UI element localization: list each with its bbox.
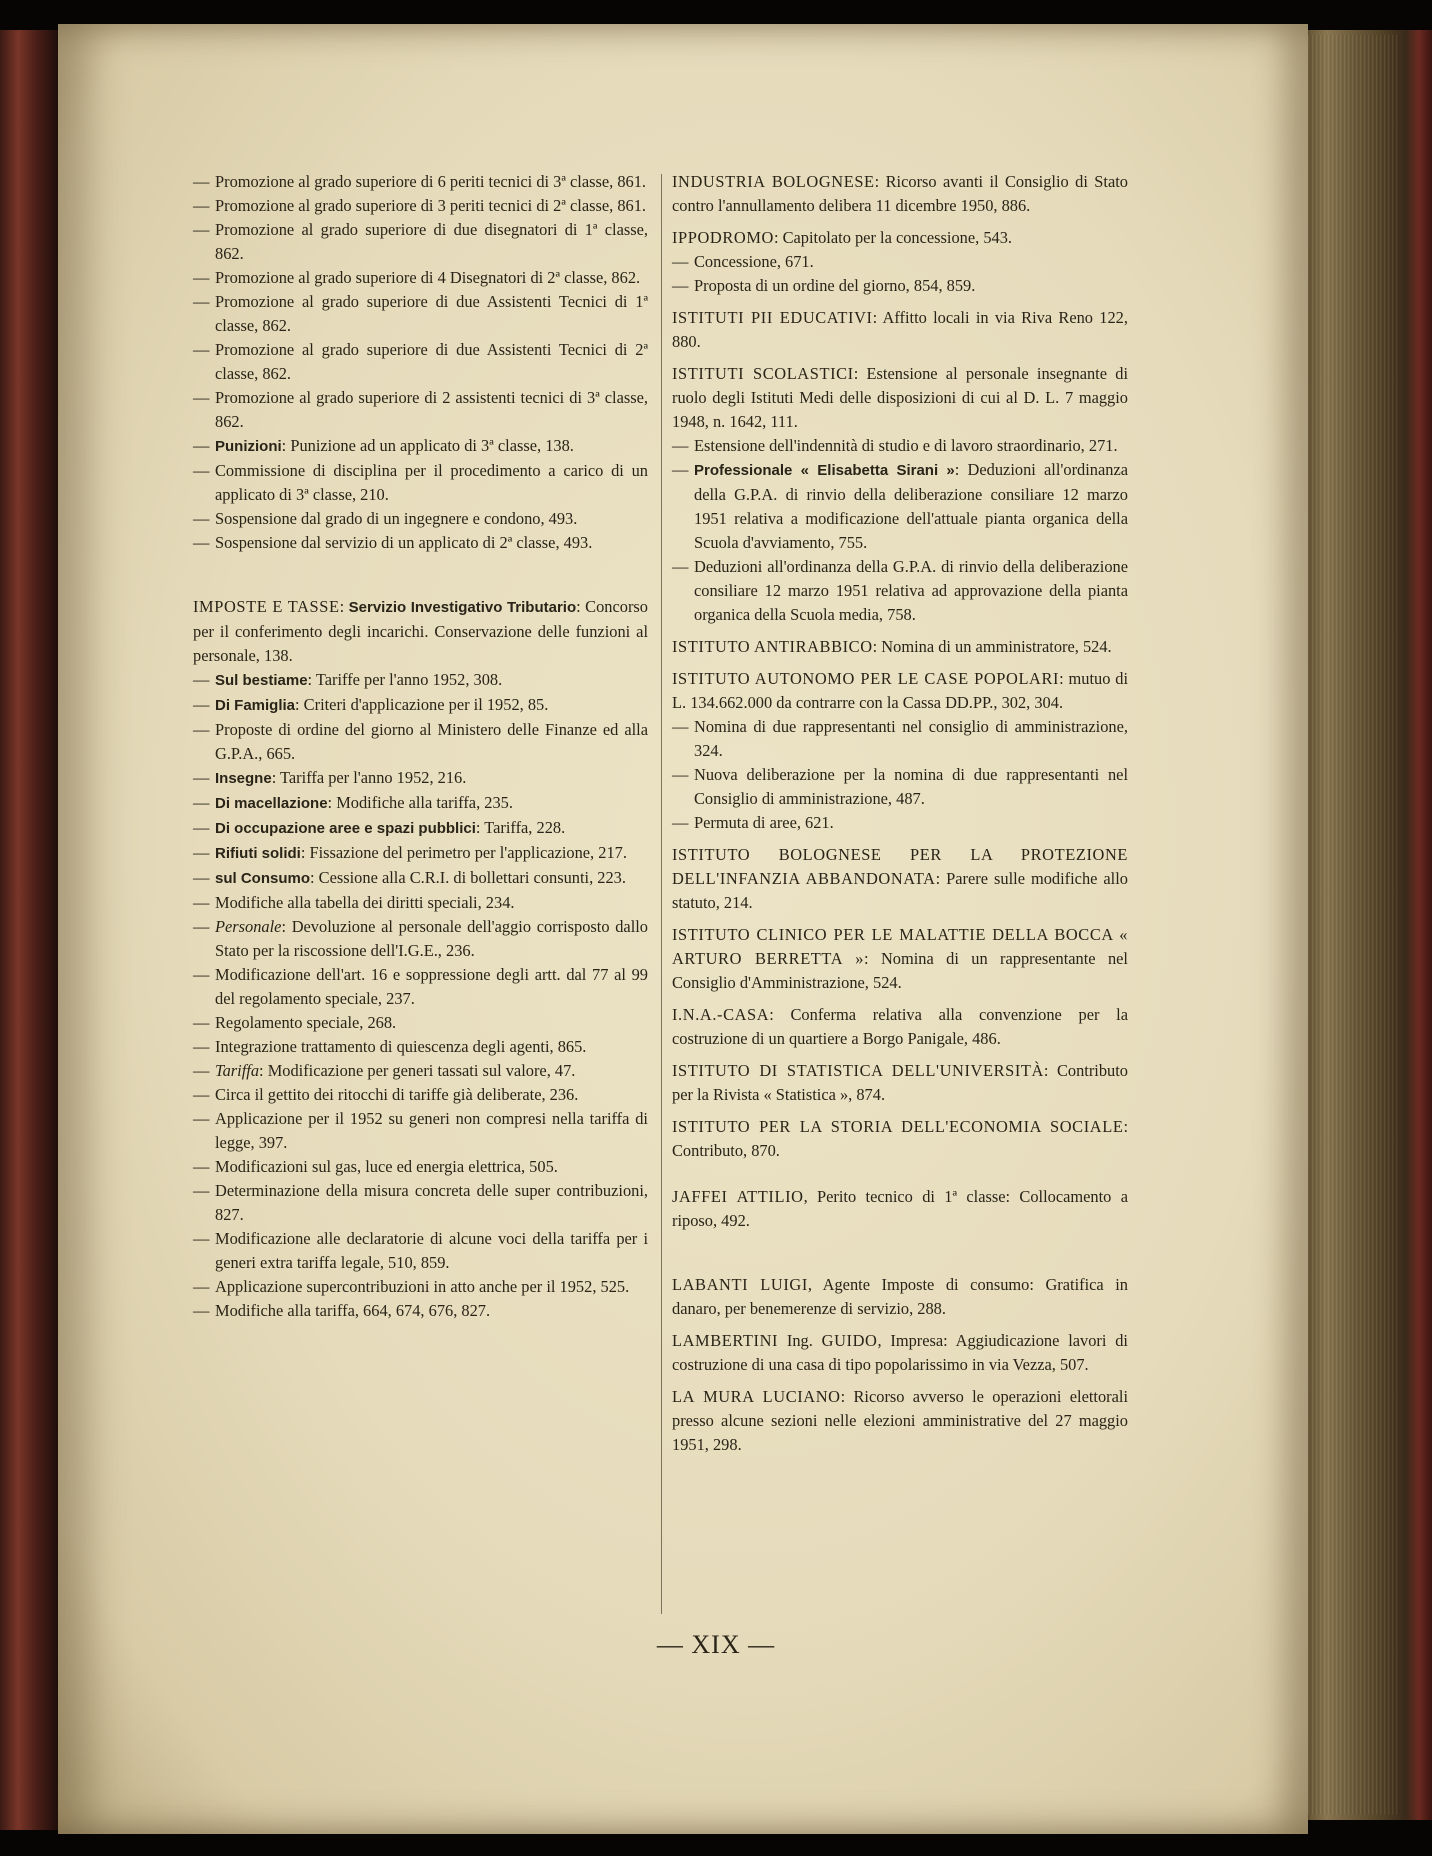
index-heading-entry [672,1059,1128,1107]
entry-text: GUIDO [821,1331,878,1350]
index-sub-entry [193,1059,648,1083]
index-heading-entry [672,635,1128,659]
entry-text: Nuova deliberazione per la nomina di due rappresentanti nel Consiglio di amministrazione, 487. [694,765,1128,808]
entry-text: : Tariffa, 228. [475,818,566,837]
entry-text: : Criteri d'applicazione per il 1952, 85. [295,695,549,714]
index-heading-entry [672,667,1128,715]
entry-text: Promozione al grado superiore di 4 Disegnatori di 2ª classe, 862. [215,268,641,287]
entry-text: Concessione, 671. [694,252,814,271]
index-sub-entry [193,1155,648,1179]
entry-text: Determinazione della misura concreta delle super contribuzioni, 827. [215,1181,648,1224]
entry-text: LA MURA LUCIANO [672,1387,841,1406]
entry-text: Integrazione trattamento di quiescenza degli agenti, 865. [215,1037,587,1056]
entry-text: INDUSTRIA BOLOGNESE [672,172,875,191]
entry-text: Insegne [215,770,272,787]
entry-text: Applicazione per il 1952 su generi non compresi nella tariffa di legge, 397. [215,1109,648,1152]
entry-text: Promozione al grado superiore di 6 periti tecnici di 3ª classe, 861. [215,172,647,191]
entry-text: Modificazione alle declaratorie di alcune voci della tariffa per i generi extra tariffa legale, 510, 859. [215,1229,648,1272]
entry-text: Di macellazione [215,795,328,812]
entry-text: Proposta di un ordine del giorno, 854, 859. [694,276,976,295]
entry-text: : Ricorso avverso le operazioni elettorali presso alcune sezioni nelle elezioni amministrative del 27 maggio 1951, 298. [672,1387,1128,1454]
entry-text: Tariffa [215,1061,260,1080]
index-sub-entry [672,763,1128,811]
index-sub-entry [672,715,1128,763]
entry-text: : Conferma relativa alla convenzione per la costruzione di un quartiere a Borgo Panigale, 486. [672,1005,1128,1048]
index-heading-entry [672,843,1128,915]
entry-text: ISTITUTI SCOLASTICI [672,364,854,383]
entry-text: IMPOSTE E TASSE [193,597,340,616]
entry-text: : Punizione ad un applicato di 3ª classe, 138. [281,436,574,455]
entry-text: , Impresa: Aggiudicazione lavori di costruzione di una casa di tipo popolarissimo in via Vezza, 507. [672,1331,1128,1374]
entry-text: Promozione al grado superiore di due disegnatori di 1ª classe, 862. [215,220,648,263]
entry-text: Modificazioni sul gas, luce ed energia elettrica, 505. [215,1157,558,1176]
index-sub-entry [672,274,1128,298]
entry-text: : Contributo, 870. [672,1117,1128,1160]
index-heading-entry [672,226,1128,250]
entry-text: IPPODROMO [672,228,774,247]
entry-text: Rifiuti solidi [215,845,301,862]
entry-text: Punizioni [215,438,282,455]
entry-text: I.N.A.-CASA [672,1005,770,1024]
entry-text: Promozione al grado superiore di due Assistenti Tecnici di 2ª classe, 862. [215,340,648,383]
index-sub-entry [193,816,648,841]
entry-text: Permuta di aree, 621. [694,813,834,832]
entry-text: Modificazione dell'art. 16 e soppressione degli artt. dal 77 al 99 del regolamento speciale, 237. [215,965,648,1008]
entry-text: Modifiche alla tariffa, 664, 674, 676, 827. [215,1301,491,1320]
index-sub-entry [193,1299,648,1323]
entry-text: : Tariffa per l'anno 1952, 216. [271,768,467,787]
index-sub-entry [193,791,648,816]
index-heading-entry [672,1329,1128,1377]
entry-text: Estensione dell'indennità di studio e di lavoro straordinario, 271. [694,436,1118,455]
entry-text: LABANTI LUIGI [672,1275,808,1294]
entry-text: : Modifiche alla tariffa, 235. [327,793,513,812]
book-spine-left [0,30,60,1830]
entry-text: Promozione al grado superiore di 2 assistenti tecnici di 3ª classe, 862. [215,388,648,431]
entry-text: : Contributo per la Rivista « Statistica », 874. [672,1061,1128,1104]
entry-text: , Perito tecnico di 1ª classe: Collocamento a riposo, 492. [672,1187,1128,1230]
entry-text: Modifiche alla tabella dei diritti speciali, 234. [215,893,515,912]
entry-text: ISTITUTO PER LA STORIA DELL'ECONOMIA SOCIALE [672,1117,1124,1136]
entry-text: , Agente Imposte di consumo: Gratifica in danaro, per benemerenze di servizio, 288. [672,1275,1128,1318]
entry-text: : Affitto locali in via Riva Reno 122, 880. [672,308,1128,351]
entry-text: Promozione al grado superiore di due Assistenti Tecnici di 1ª classe, 862. [215,292,648,335]
entry-text: Di occupazione aree e spazi pubblici [215,820,476,837]
index-sub-entry [193,693,648,718]
index-sub-entry [193,290,648,338]
index-sub-entry [193,718,648,766]
entry-text: sul Consumo [215,870,311,887]
index-heading-entry [672,1115,1128,1163]
entry-text: Professionale « Elisabetta Sirani » [694,462,955,479]
entry-text: : [339,597,349,616]
index-heading-entry [672,923,1128,995]
entry-text: Deduzioni all'ordinanza della G.P.A. di rinvio della deliberazione consiliare 12 marzo 1951 relativa ad approvazione della pianta organica della Scuola media, 758. [694,557,1128,624]
entry-text: ISTITUTO ANTIRABBICO [672,637,873,656]
index-sub-entry [193,963,648,1011]
index-sub-entry [193,459,648,507]
entry-text: : Devoluzione al personale dell'aggio corrisposto dallo Stato per la riscossione dell'I.G.E., 236. [215,917,648,960]
index-sub-entry [193,766,648,791]
entry-text: Commissione di disciplina per il procedimento a carico di un applicato di 3ª classe, 210. [215,461,648,504]
page-number: — XIX — [656,1630,776,1659]
index-sub-entry [193,668,648,693]
index-sub-entry [193,531,648,555]
index-sub-entry [193,1275,648,1299]
entry-text: : Deduzioni all'ordinanza della G.P.A. di rinvio della deliberazione consiliare 12 marzo 1951 relativa a modificazione dell'attuale pianta organica della Scuola d'avviamento, 755. [694,460,1128,552]
index-sub-entry [672,555,1128,627]
entry-text: ISTITUTI PII EDUCATIVI [672,308,873,327]
entry-text: Nomina di due rappresentanti nel consiglio di amministrazione, 324. [694,717,1128,760]
entry-text: ISTITUTO DI STATISTICA DELL'UNIVERSITÀ [672,1061,1044,1080]
entry-text: : Estensione al personale insegnante di ruolo degli Istituti Medi delle disposizioni di cui al D. L. 7 maggio 1948, n. 1642, 111. [672,364,1129,431]
entry-text: ISTITUTO BOLOGNESE PER LA PROTEZIONE DELL'INFANZIA ABBANDONATA [672,845,1128,888]
index-sub-entry [193,338,648,386]
entry-text: ISTITUTO CLINICO PER LE MALATTIE DELLA BOCCA « ARTURO BERRETTA » [672,925,1128,968]
index-column-left [193,170,648,1323]
entry-text: : Tariffe per l'anno 1952, 308. [307,670,503,689]
entry-text: : Nomina di un rappresentante nel Consiglio d'Amministrazione, 524. [672,949,1128,992]
entry-text: : Modificazione per generi tassati sul valore, 47. [259,1061,576,1080]
index-sub-entry [193,1227,648,1275]
index-sub-entry [193,266,648,290]
index-sub-entry [193,1083,648,1107]
entry-text: LAMBERTINI [672,1331,779,1350]
index-heading-entry [193,595,648,668]
entry-text: Sul bestiame [215,672,308,689]
index-heading-entry [672,1003,1128,1051]
index-sub-entry [193,1179,648,1227]
index-sub-entry [193,1011,648,1035]
index-sub-entry [672,811,1128,835]
index-sub-entry [193,841,648,866]
entry-text: : Parere sulle modifiche allo statuto, 214. [672,869,1128,912]
entry-text: Applicazione supercontribuzioni in atto anche per il 1952, 525. [215,1277,630,1296]
index-sub-entry [193,866,648,891]
entry-text: : mutuo di L. 134.662.000 da contrarre con la Cassa DD.PP., 302, 304. [672,669,1129,712]
column-divider [661,174,662,1614]
entry-text: : Concorso per il conferimento degli incarichi. Conservazione delle funzioni al personale, 138. [193,597,649,665]
entry-text: : Capitolato per la concessione, 543. [773,228,1013,247]
entry-text: Servizio Investigativo Tributario [348,599,577,616]
index-heading-entry [672,362,1128,434]
entry-text: Circa il gettito dei ritocchi di tariffe già deliberate, 236. [215,1085,579,1104]
entry-text: Sospensione dal servizio di un applicato di 2ª classe, 493. [215,533,593,552]
index-sub-entry [193,386,648,434]
index-sub-entry [193,891,648,915]
index-sub-entry [193,507,648,531]
index-sub-entry [672,434,1128,458]
index-sub-entry [193,194,648,218]
entry-text: Regolamento speciale, 268. [215,1013,397,1032]
index-sub-entry [193,1035,648,1059]
index-heading-entry [672,1273,1128,1321]
index-sub-entry [193,218,648,266]
index-column-right [672,170,1128,1457]
entry-text: Sospensione dal grado di un ingegnere e condono, 493. [215,509,578,528]
entry-text: : Ricorso avanti il Consiglio di Stato contro l'annullamento delibera 11 dicembre 1950, 886. [672,172,1128,215]
entry-text: ISTITUTO AUTONOMO PER LE CASE POPOLARI [672,669,1060,688]
entry-text: Ing. [778,1331,822,1350]
index-sub-entry [193,915,648,963]
index-heading-entry [672,306,1128,354]
page-edges [1300,35,1400,1815]
entry-text: JAFFEI ATTILIO [672,1187,804,1206]
index-heading-entry [672,170,1128,218]
index-sub-entry [193,434,648,459]
index-heading-entry [672,1385,1128,1457]
index-sub-entry [193,170,648,194]
entry-text: : Fissazione del perimetro per l'applicazione, 217. [300,843,627,862]
index-sub-entry [672,458,1128,555]
entry-text: : Cessione alla C.R.I. di bollettari consunti, 223. [310,868,626,887]
entry-text: Proposte di ordine del giorno al Ministero delle Finanze ed alla G.P.A., 665. [215,720,648,763]
entry-text: Promozione al grado superiore di 3 periti tecnici di 2ª classe, 861. [215,196,647,215]
entry-text: Di Famiglia [215,697,296,714]
entry-text: : Nomina di un amministratore, 524. [872,637,1112,656]
index-sub-entry [672,250,1128,274]
index-heading-entry [672,1185,1128,1233]
entry-text: Personale [215,917,282,936]
index-sub-entry [193,1107,648,1155]
